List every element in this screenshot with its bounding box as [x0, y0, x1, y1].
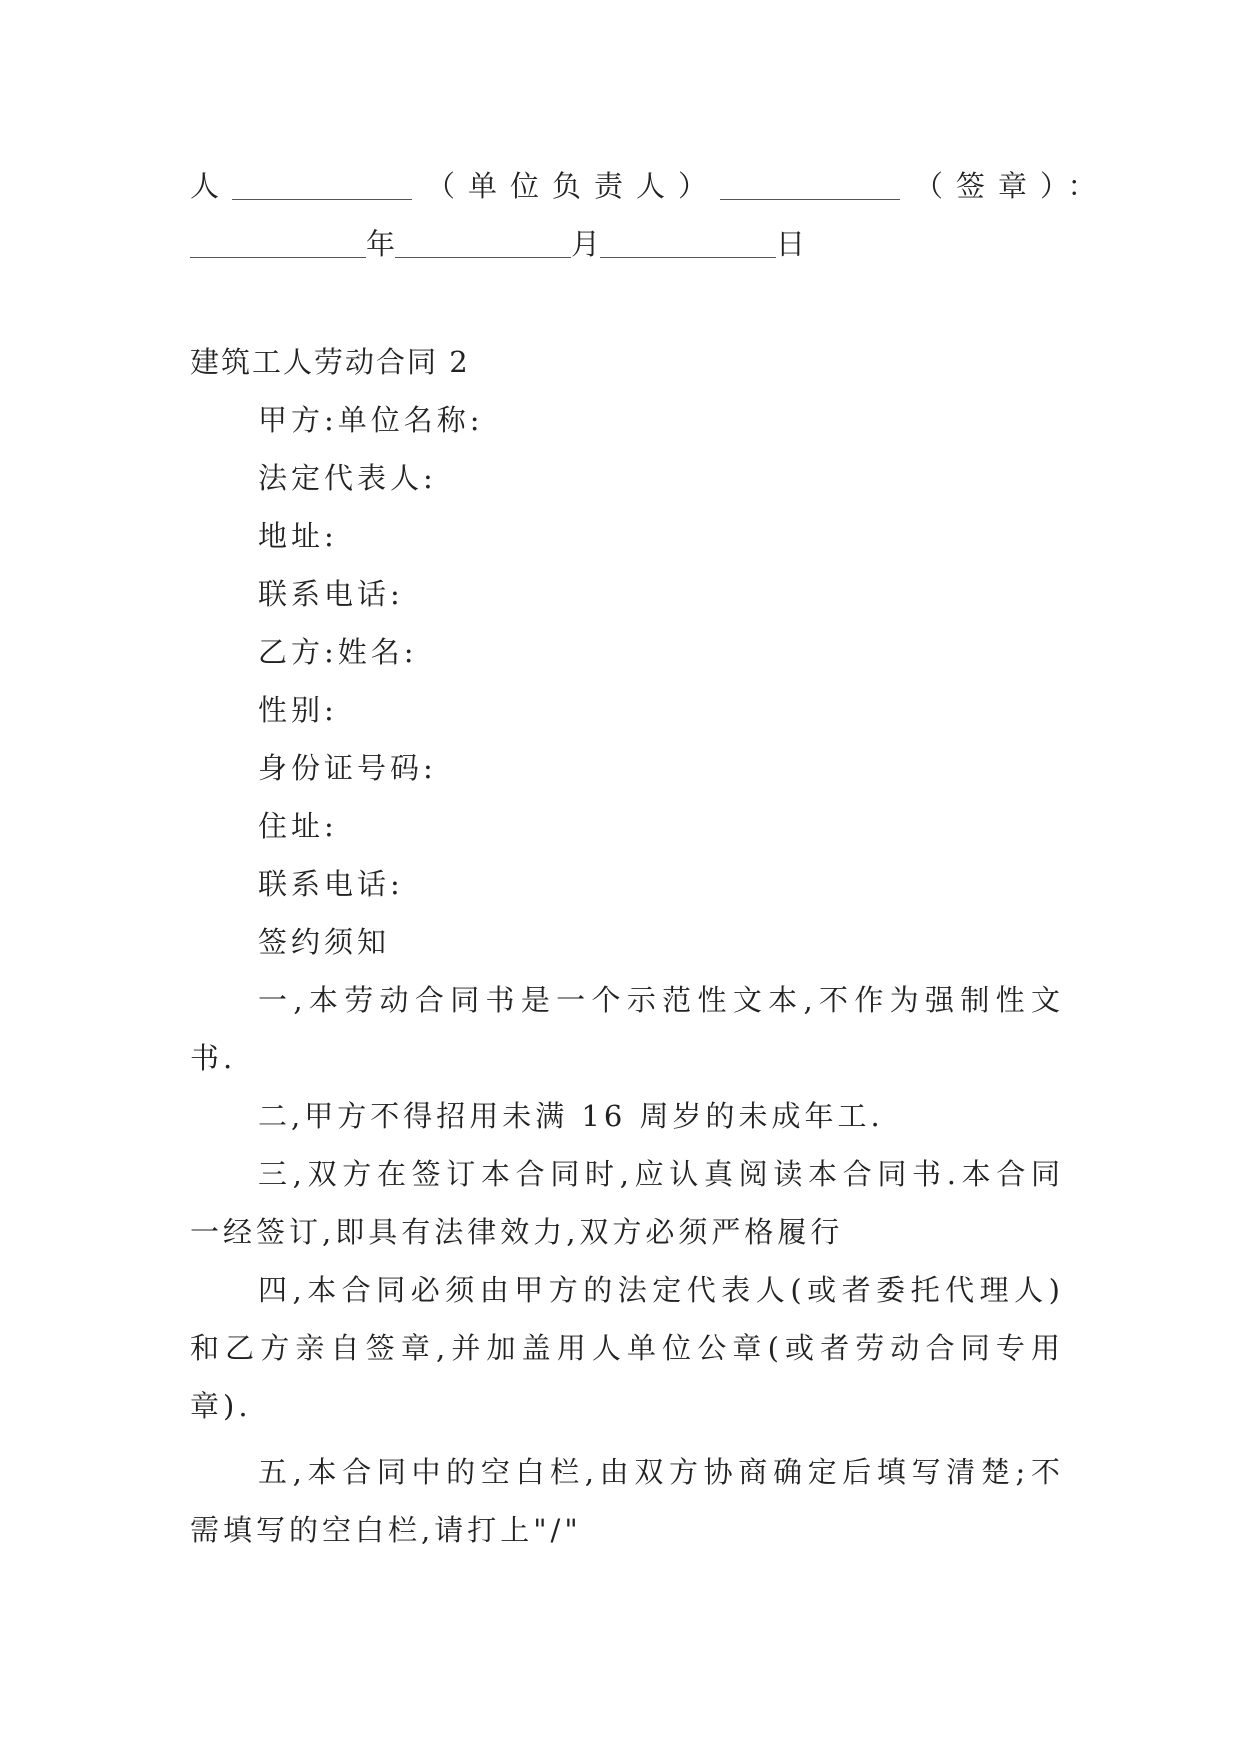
- party-b-id-label: 身份证号码:: [258, 751, 437, 785]
- notice-item1-line1: 一,本劳动合同书是一个示范性文本,不作为强制性文: [258, 983, 1060, 1017]
- party-b-phone-label: 联系电话:: [258, 867, 404, 901]
- notice-heading: 签约须知: [258, 925, 391, 959]
- date-line: [190, 224, 1060, 264]
- notice-item5-line1: 五,本合同中的空白栏,由双方协商确定后填写清楚;不: [258, 1455, 1060, 1489]
- notice-item4-line1: 四,本合同必须由甲方的法定代表人(或者委托代理人): [258, 1273, 1060, 1307]
- party-b-address-label: 住址:: [258, 809, 338, 843]
- notice-item2: 二,甲方不得招用未满 16 周岁的未成年工.: [258, 1099, 884, 1133]
- date-blank-year: [190, 231, 366, 258]
- signature-blank-2: [720, 173, 900, 200]
- party-a-phone-label: 联系电话:: [258, 577, 404, 611]
- party-a-name-label: 甲方:单位名称:: [258, 403, 484, 437]
- date-month: 月: [571, 227, 601, 261]
- document-title: 建筑工人劳动合同 2: [190, 345, 470, 379]
- date-blank-day: [600, 231, 776, 258]
- party-b-gender-label: 性别:: [258, 693, 338, 727]
- signature-person-char: 人: [190, 169, 233, 203]
- date-blank-month: [395, 231, 571, 258]
- date-day: 日: [776, 227, 806, 261]
- party-b-name-label: 乙方:姓名:: [258, 635, 418, 669]
- notice-item1-line2: 书.: [190, 1041, 237, 1075]
- notice-item5-line2: 需填写的空白栏,请打上"/": [190, 1513, 582, 1547]
- date-year: 年: [366, 227, 396, 261]
- notice-item3-line1: 三,双方在签订本合同时,应认真阅读本合同书.本合同: [258, 1157, 1060, 1191]
- party-a-legal-rep-label: 法定代表人:: [258, 461, 437, 495]
- signature-seal: （签章）：: [914, 169, 1110, 203]
- party-a-address-label: 地址:: [258, 519, 338, 553]
- signature-unit-head: （单位负责人）: [426, 169, 721, 203]
- notice-item4-line2: 和乙方亲自签章,并加盖用人单位公章(或者劳动合同专用: [190, 1331, 1060, 1365]
- signature-line: [190, 166, 1110, 206]
- notice-item4-line3: 章).: [190, 1389, 252, 1423]
- signature-blank-1: [232, 173, 412, 200]
- notice-item3-line2: 一经签订,即具有法律效力,双方必须严格履行: [190, 1215, 844, 1249]
